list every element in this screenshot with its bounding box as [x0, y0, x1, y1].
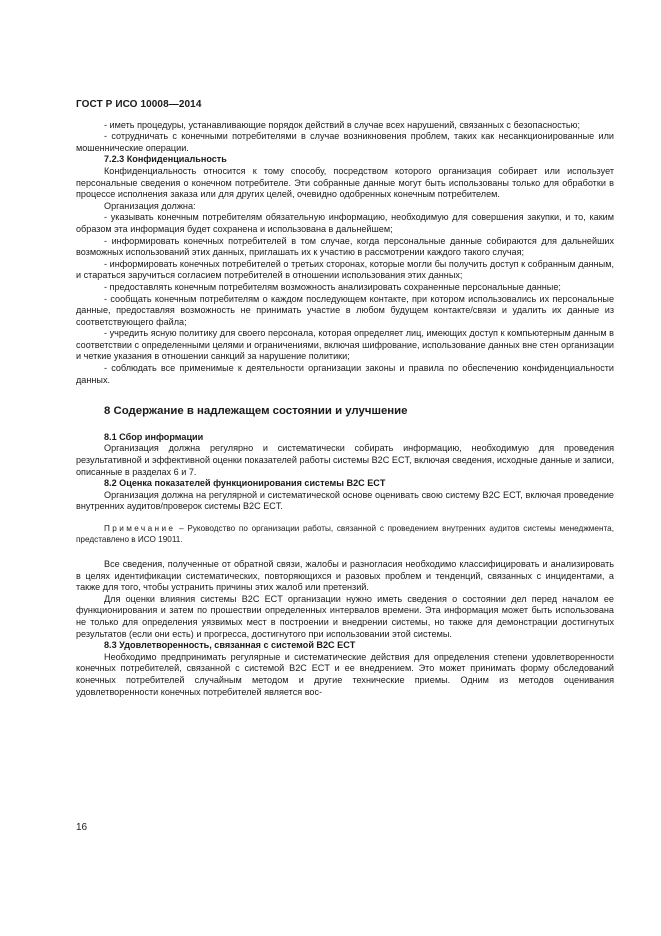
paragraph: Организация должна: — [104, 200, 196, 211]
subsection-heading-8-3: 8.3 Удовлетворенность, связанная с системой B2C ECT — [104, 640, 356, 651]
page-number: 16 — [76, 822, 88, 833]
list-item: - указывать конечным потребителям обязательную информацию, необходимую для совершения закупки, и то, каким образом эта информация будет сохранена и использована в дальнейшем; — [76, 212, 614, 234]
subsection-heading-8-1: 8.1 Сбор информации — [104, 431, 204, 442]
note — [76, 523, 614, 545]
list-item: - сообщать конечным потребителям о каждом последующем контакте, при котором использовались их персональные данные, предоставляя возможность не принимать участие в любом будущем контакте/связи и удалить их данные из соответствующего файла; — [76, 293, 614, 327]
list-item: - учредить ясную политику для своего персонала, которая определяет лиц, имеющих доступ к компьютерным данным в соответствии с определенными целями и ограничениями, включая шифрование, использование данных вне стен организации и четкие указания в отношении санкций за нарушение политики; — [76, 328, 614, 362]
note-text: – Руководство по организации работы, связанной с проведением внутренних аудитов системы менеджмента, представлено в ИСО 19011. — [76, 524, 614, 544]
paragraph: Организация должна регулярно и систематически собирать информацию, необходимую для проведения результативной и эффективной оценки показателей работы системы B2C ECT, включая сведения, исходные данные и записи, описанные в разделах 6 и 7. — [76, 443, 614, 477]
list-item: - предоставлять конечным потребителям возможность анализировать сохраненные персональные данные; — [104, 281, 561, 292]
paragraph: - иметь процедуры, устанавливающие порядок действий в случае всех нарушений, связанных с безопасностью; — [104, 119, 580, 130]
paragraph: Конфиденциальность относится к тому способу, посредством которого организация собирает или использует персональные сведения о конечном потребителе. Эти собранные данные могут быть использованы только для обработки в процессе исполнения заказа или для других целей, очевидно одобренных конечным потребителем. — [76, 165, 614, 200]
paragraph: Для оценки влияния системы B2C ECT организации нужно иметь сведения о состоянии дел перед началом ее функционирования и затем по прошествии определенных интервалов времени. Эта информация может быть использована не только для определения уязвимых мест в построении и внедрении системы, но также для демонстрации достигнутых результатов (если они есть) и прогресса, достигнутого при использовании этой системы. — [76, 593, 614, 639]
list-item: - информировать конечных потребителей в том случае, когда персональные данные собираются для дальнейших возможных использований этих данных, приглашать их к участию в рассмотрении каждого такого случая; — [76, 235, 614, 258]
list-item: - информировать конечных потребителей о третьих сторонах, которые могли бы получить доступ к собранным данным, и стараться заручиться согласием потребителей в отношении использования этих данных; — [76, 258, 614, 281]
section-heading-8: 8 Содержание в надлежащем состоянии и улучшение — [104, 405, 408, 418]
paragraph: - сотрудничать с конечными потребителями в случае возникновения проблем, таких как несанкционированные или мошеннические операции. — [76, 131, 614, 153]
note-label: Примечание — [104, 524, 176, 533]
subsection-heading-7-2-3: 7.2.3 Конфиденциальность — [104, 154, 227, 165]
document-page — [76, 99, 614, 698]
paragraph: Все сведения, полученные от обратной связи, жалобы и разногласия необходимо классифицировать и анализировать в целях идентификации систематических, повторяющихся и разовых проблем и тенденций, связанных с инцидентами, а также для того, чтобы устранить причины этих жалоб или претензий. — [76, 559, 614, 593]
document-header: ГОСТ Р ИСО 10008—2014 — [76, 99, 202, 110]
paragraph: Организация должна на регулярной и систематической основе оценивать свою систему B2C ECT, включая проведение внутренних аудитов/проверок системы B2C ECT. — [76, 489, 614, 512]
subsection-heading-8-2: 8.2 Оценка показателей функционирования системы B2C ECT — [104, 478, 386, 489]
list-item: - соблюдать все применимые к деятельности организации законы и правила по обеспечению конфиденциальности данных. — [76, 363, 614, 385]
paragraph: Необходимо предпринимать регулярные и систематические действия для определения степени удовлетворенности конечных потребителей, связанной с системой B2C ECT и ее внедрением. Это может принимать форму обследований конечных потребителей случайным методом и другие технические приемы. Одним из методов оценивания удовлетворенности конечных потребителей является вос- — [76, 651, 614, 697]
